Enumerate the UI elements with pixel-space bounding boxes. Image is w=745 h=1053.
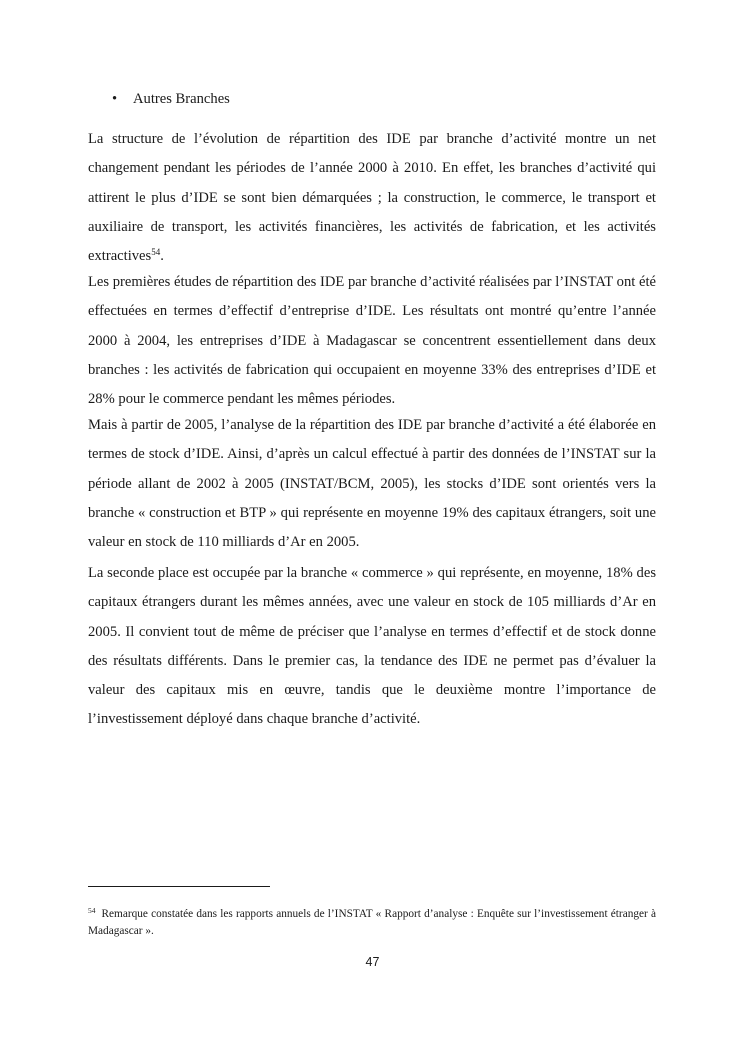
footnote-separator xyxy=(88,886,270,887)
bullet-item xyxy=(112,88,230,110)
paragraph-seconde-place xyxy=(88,559,656,735)
paragraph-text: Les premières études de répartition des IDE par branche d’activité réalisées par l’INSTAT ont été effectuées en termes d’effectif d’entreprise d’IDE. Les résultats ont montré qu’entre l’année 2000 à 2004, les entreprises d’IDE à Madagascar se concentrent essentiellement dans deux branches : les activités de fabrication qui occupaient en moyenne 33% des entreprises d’IDE et 28% pour le commerce pendant les mêmes périodes. xyxy=(88,274,656,408)
footnote-number: 54 xyxy=(88,906,96,915)
bullet-text: Autres Branches xyxy=(133,91,230,107)
paragraph-text: La seconde place est occupée par la branche « commerce » qui représente, en moyenne, 18% des capitaux étrangers durant les mêmes années, avec une valeur en stock de 105 milliards d’Ar en 2005. Il convient tout de même de préciser que l’analyse en termes d’effectif et de stock donne des résultats différents. Dans le premier cas, la tendance des IDE ne permet pas d’évaluer la valeur des capitaux mis en œuvre, tandis que le deuxième montre l’importance de l’investissement déployé dans chaque branche d’activité. xyxy=(88,565,656,728)
paragraph-text: La structure de l’évolution de répartition des IDE par branche d’activité montre un net changement pendant les périodes de l’année 2000 à 2010. En effet, les branches d’activité qui attirent le plus d’IDE se sont bien démarquées ; la construction, le commerce, le transport et auxiliaire de transport, les activités financières, les activités de fabrication, et les activités extractives xyxy=(88,131,656,265)
paragraph-end: . xyxy=(160,248,164,265)
footnote-reference[interactable]: 54 xyxy=(151,247,161,258)
paragraph-text: Mais à partir de 2005, l’analyse de la répartition des IDE par branche d’activité a été élaborée en termes de stock d’IDE. Ainsi, d’après un calcul effectué à partir des données de l’INSTAT sur la période allant de 2002 à 2005 (INSTAT/BCM, 2005), les stocks d’IDE sont orientés vers la branche « construction et BTP » qui représente en moyenne 19% des capitaux étrangers, soit une valeur en stock de 110 milliards d’Ar en 2005. xyxy=(88,417,656,551)
footnote xyxy=(88,906,656,940)
paragraph-premieres-etudes xyxy=(88,268,656,414)
paragraph-stock-ide xyxy=(88,411,656,557)
paragraph-structure-evolution xyxy=(88,125,656,271)
page-number: 47 xyxy=(365,955,380,969)
footnote-text: Remarque constatée dans les rapports annuels de l’INSTAT « Rapport d’analyse : Enquête sur l’investissement étranger à Madagascar ». xyxy=(88,908,656,937)
bullet-dot: • xyxy=(112,91,118,107)
